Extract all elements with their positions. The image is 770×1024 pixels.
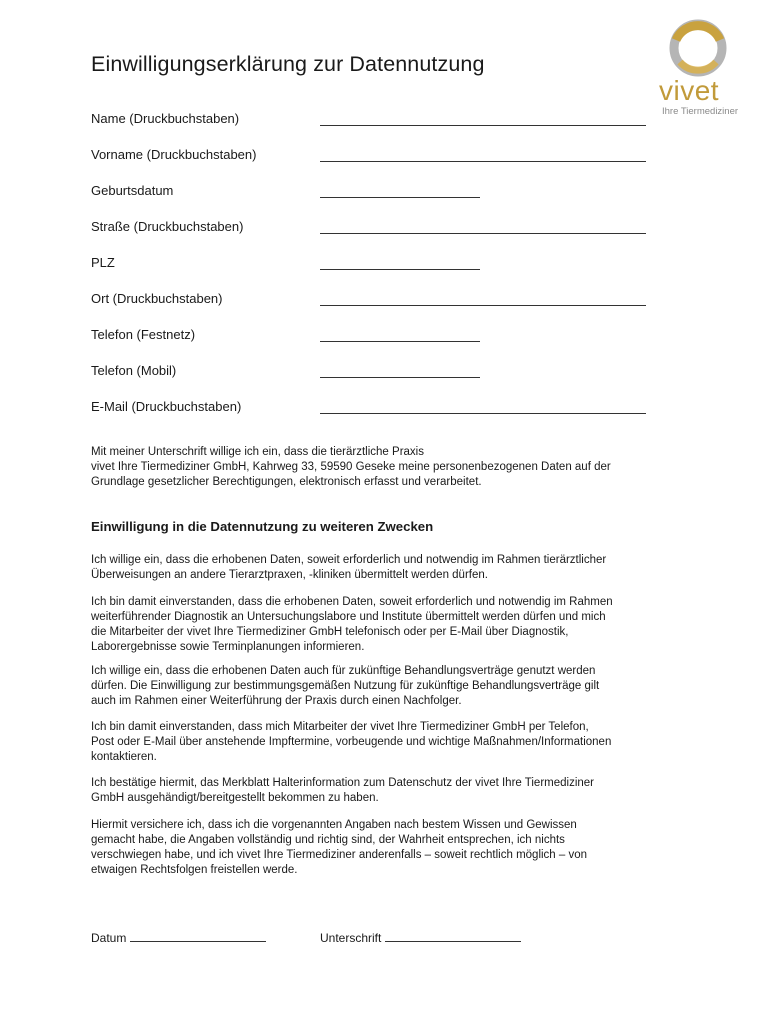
paragraph-line: verschwiegen habe, und ich vivet Ihre Tiermediziner anderenfalls – soweit rechtlich möglich – von xyxy=(91,849,588,861)
paragraph-line: Ich bestätige hiermit, das Merkblatt Halterinformation zum Datenschutz der vivet Ihre Tiermediziner xyxy=(91,777,595,789)
field-blank-line[interactable] xyxy=(320,305,646,306)
paragraph-declaration xyxy=(91,818,691,878)
field-label: Vorname (Druckbuchstaben) xyxy=(91,147,257,162)
field-label: PLZ xyxy=(91,255,115,270)
field-label: E-Mail (Druckbuchstaben) xyxy=(91,399,242,414)
field-telefon-festnetz[interactable] xyxy=(91,327,651,347)
paragraph-line: Ich bin damit einverstanden, dass die erhobenen Daten, soweit erforderlich und notwendig im Rahmen xyxy=(91,596,613,608)
paragraph-line: Ich bin damit einverstanden, dass mich Mitarbeiter der vivet Ihre Tiermediziner GmbH per Telefon, xyxy=(91,721,589,733)
paragraph-line: Ich willige ein, dass die erhobenen Daten, soweit erforderlich und notwendig im Rahmen tierärztlicher xyxy=(91,554,607,566)
field-telefon-mobil[interactable] xyxy=(91,363,651,383)
section-title: Einwilligung in die Datennutzung zu weiteren Zwecken xyxy=(91,519,434,534)
field-ort[interactable] xyxy=(91,291,651,311)
field-blank-line[interactable] xyxy=(320,341,480,342)
paragraph-future-contracts xyxy=(91,664,691,709)
field-name[interactable] xyxy=(91,111,651,131)
paragraph-line: GmbH ausgehändigt/bereitgestellt bekommen zu haben. xyxy=(91,792,379,804)
paragraph-diagnostics xyxy=(91,595,691,655)
vivet-logo xyxy=(656,18,746,117)
intro-line: Grundlage gesetzlicher Berechtigungen, elektronisch erfasst und verarbeitet. xyxy=(91,476,482,488)
date-label: Datum xyxy=(91,931,127,945)
paragraph-line: Laborergebnisse sowie Terminplanungen informieren. xyxy=(91,641,365,653)
logo-ring-icon xyxy=(668,18,728,78)
field-email[interactable] xyxy=(91,399,651,419)
field-blank-line[interactable] xyxy=(320,269,480,270)
field-label: Telefon (Festnetz) xyxy=(91,327,196,342)
paragraph-line: gemacht habe, die Angaben vollständig und richtig sind, der Wahrheit entsprechen, ich nichts xyxy=(91,834,565,846)
paragraph-leaflet xyxy=(91,776,691,806)
paragraph-line: etwaigen Rechtsfolgen freistellen werde. xyxy=(91,864,298,876)
paragraph-line: Post oder E-Mail über anstehende Impftermine, vorbeugende und wichtige Maßnahmen/Informationen xyxy=(91,736,612,748)
logo-tagline: Ihre Tiermediziner xyxy=(662,106,739,117)
field-label: Straße (Druckbuchstaben) xyxy=(91,219,244,234)
paragraph-line: dürfen. Die Einwilligung zur bestimmungsgemäßen Nutzung für zukünftige Behandlungsverträge gilt xyxy=(91,680,600,692)
field-blank-line[interactable] xyxy=(320,125,646,126)
document-title: Einwilligungserklärung zur Datennutzung xyxy=(91,52,485,76)
paragraph-line: Hiermit versichere ich, dass ich die vorgenannten Angaben nach bestem Wissen und Gewissen xyxy=(91,819,577,831)
signature-field[interactable] xyxy=(320,929,521,945)
date-blank-line[interactable] xyxy=(130,929,266,942)
field-plz[interactable] xyxy=(91,255,651,275)
field-blank-line[interactable] xyxy=(320,413,646,414)
field-blank-line[interactable] xyxy=(320,377,480,378)
paragraph-line: Ich willige ein, dass die erhobenen Daten auch für zukünftige Behandlungsverträge genutzt werden xyxy=(91,665,596,677)
logo-wordmark: vivet xyxy=(659,75,720,106)
paragraph-line: die Mitarbeiter der vivet Ihre Tiermediziner GmbH telefonisch oder per E-Mail über Diagnostik, xyxy=(91,626,569,638)
paragraph-line: kontaktieren. xyxy=(91,751,157,763)
field-blank-line[interactable] xyxy=(320,197,480,198)
paragraph-referral xyxy=(91,553,691,583)
field-strasse[interactable] xyxy=(91,219,651,239)
field-label: Geburtsdatum xyxy=(91,183,174,198)
paragraph-line: auch im Rahmen einer Weiterführung der Praxis durch einen Nachfolger. xyxy=(91,695,462,707)
paragraph-line: Überweisungen an andere Tierarztpraxen, -kliniken übermittelt werden dürfen. xyxy=(91,569,488,581)
intro-line: vivet Ihre Tiermediziner GmbH, Kahrweg 33, 59590 Geseke meine personenbezogenen Daten auf der xyxy=(91,461,611,473)
field-label: Ort (Druckbuchstaben) xyxy=(91,291,223,306)
signature-label: Unterschrift xyxy=(320,931,382,945)
signature-blank-line[interactable] xyxy=(385,929,521,942)
date-field[interactable] xyxy=(91,929,266,945)
field-geburtsdatum[interactable] xyxy=(91,183,651,203)
intro-line: Mit meiner Unterschrift willige ich ein, dass die tierärztliche Praxis xyxy=(91,446,424,458)
paragraph-line: weiterführender Diagnostik an Untersuchungslabore und Institute übermittelt werden dürfen und mich xyxy=(91,611,606,623)
field-label: Name (Druckbuchstaben) xyxy=(91,111,240,126)
field-blank-line[interactable] xyxy=(320,161,646,162)
consent-intro xyxy=(91,445,691,490)
paragraph-contact xyxy=(91,720,691,765)
field-label: Telefon (Mobil) xyxy=(91,363,177,378)
field-vorname[interactable] xyxy=(91,147,651,167)
field-blank-line[interactable] xyxy=(320,233,646,234)
